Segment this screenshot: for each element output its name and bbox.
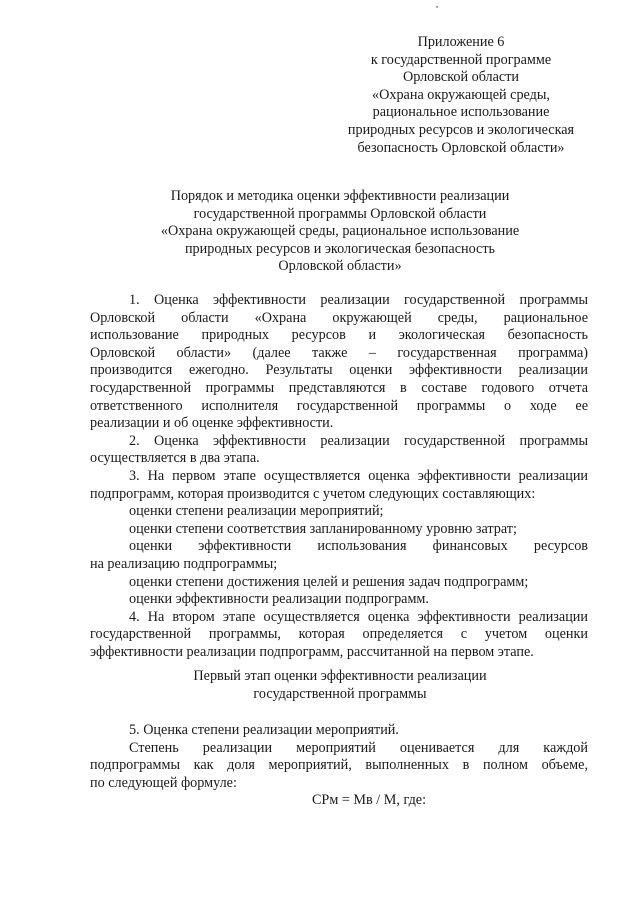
text-line: ответственного исполнителя государственной программы о ходе ее: [90, 397, 588, 414]
list-item: оценки степени достижения целей и решения задач подпрограмм;: [129, 573, 529, 590]
appendix-line: природных ресурсов и экологическая: [347, 121, 575, 138]
list-items: [90, 503, 588, 609]
section-title-line: государственной программы: [253, 685, 427, 702]
paragraph-5: 5. Оценка степени реализации мероприятий.: [129, 722, 399, 738]
text-line: по следующей формуле:: [90, 774, 237, 791]
title-line: государственной программы Орловской области: [193, 205, 487, 222]
formula: СРм = Мв / М, где:: [311, 792, 427, 809]
list-item: оценки степени реализации мероприятий;: [129, 503, 384, 520]
paragraph-3: [90, 468, 588, 503]
section-title-line: Первый этап оценки эффективности реализации: [193, 668, 487, 684]
text-line: 2. Оценка эффективности реализации государственной программы: [129, 432, 588, 449]
appendix-line: Приложение 6: [417, 34, 505, 50]
appendix-line: Орловской области: [402, 69, 520, 86]
appendix-header: [330, 34, 592, 157]
body-section-2: [90, 722, 588, 810]
paragraph-6: [90, 740, 588, 793]
list-item: оценки эффективности реализации подпрограмм.: [129, 591, 429, 608]
list-item: оценки степени соответствия запланированному уровню затрат;: [129, 520, 517, 537]
document-title: [90, 188, 590, 276]
title-line: Порядок и методика оценки эффективности реализации: [170, 188, 510, 204]
paragraph-2: [90, 433, 588, 468]
scan-speck: [436, 6, 438, 8]
text-line: 3. На первом этапе осуществляется оценка эффективности реализации: [129, 467, 588, 484]
text-line: осуществляется в два этапа.: [90, 450, 260, 467]
title-line: Орловской области»: [278, 258, 402, 275]
text-line: государственной программы представляются в составе годового отчета: [90, 379, 588, 396]
text-line: 1. Оценка эффективности реализации государственной программы: [129, 292, 588, 308]
body-section-1: [90, 292, 588, 661]
text-line: государственной программы, которая определяется с учетом оценки: [90, 626, 588, 643]
text-line: подпрограмм, которая производится с учетом следующих составляющих:: [90, 485, 536, 502]
paragraph-1: [90, 292, 588, 433]
list-item: оценки эффективности использования финансовых ресурсов: [129, 538, 588, 555]
title-line: природных ресурсов и экологическая безопасность: [184, 240, 496, 257]
paragraph-4: [90, 609, 588, 662]
appendix-line: к государственной программе: [370, 51, 552, 68]
text-line: подпрограммы как доля мероприятий, выполненных в полном объеме,: [90, 757, 588, 774]
text-line: производится ежегодно. Результаты оценки эффективности реализации: [90, 362, 588, 379]
appendix-line: рациональное использование: [372, 104, 550, 121]
text-line: Орловской области» (далее также – государственная программа): [90, 344, 588, 361]
text-line: Орловской области «Охрана окружающей среды, рациональное: [90, 309, 588, 326]
text-line: использование природных ресурсов и экологическая безопасность: [90, 327, 588, 344]
appendix-line: безопасность Орловской области»: [357, 139, 565, 156]
list-item-continuation: на реализацию подпрограммы;: [90, 555, 278, 572]
appendix-line: «Охрана окружающей среды,: [372, 86, 550, 103]
title-line: «Охрана окружающей среды, рациональное использование: [160, 223, 520, 240]
text-line: Степень реализации мероприятий оценивается для каждой: [129, 739, 588, 756]
section-title: [90, 668, 590, 703]
text-line: 4. На втором этапе осуществляется оценка эффективности реализации: [129, 608, 588, 625]
text-line: реализации и об оценке эффективности.: [90, 415, 334, 432]
text-line: эффективности реализации подпрограмм, рассчитанной на первом этапе.: [90, 643, 534, 660]
